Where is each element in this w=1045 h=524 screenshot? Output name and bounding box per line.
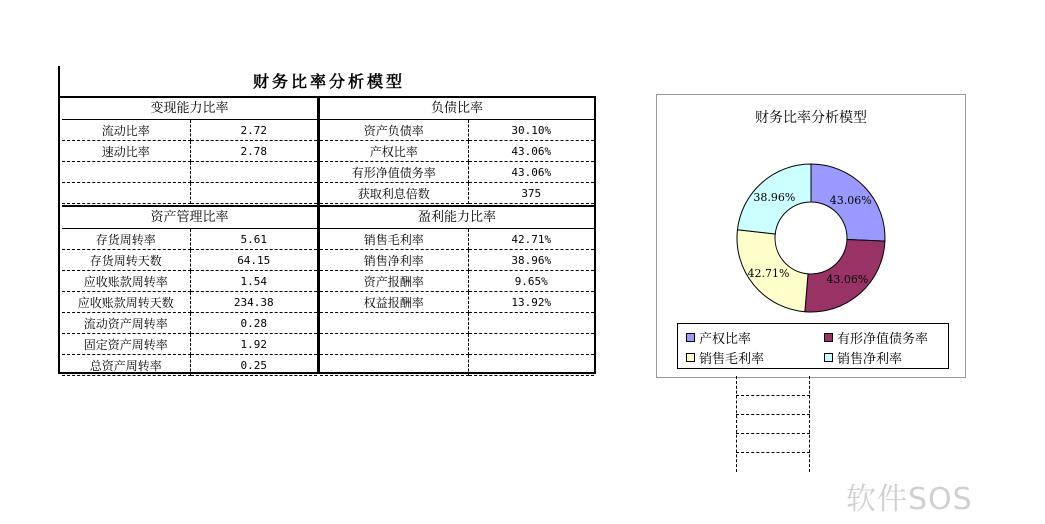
ratio-label[interactable]: 产权比率 xyxy=(320,141,468,162)
doughnut-chart-svg xyxy=(657,125,965,325)
ratio-value[interactable]: 2.78 xyxy=(190,141,317,162)
ratio-label[interactable]: 有形净值债务率 xyxy=(320,162,468,183)
ratio-value[interactable]: 0.28 xyxy=(190,313,317,334)
liquidity-table xyxy=(62,120,317,204)
table-row xyxy=(320,229,594,250)
ratio-label[interactable]: 总资产周转率 xyxy=(62,355,190,376)
table-row xyxy=(62,334,317,355)
table-left-border xyxy=(58,66,60,374)
legend-label: 销售净利率 xyxy=(837,352,903,367)
table-row xyxy=(320,250,594,271)
table-row xyxy=(62,292,317,313)
watermark-logo: 软件SOS xyxy=(846,482,973,517)
ratio-value[interactable] xyxy=(190,162,317,183)
chart-legend xyxy=(677,323,949,369)
table-row xyxy=(62,229,317,250)
ratio-value[interactable]: 5.61 xyxy=(190,229,317,250)
ratio-value[interactable]: 30.10% xyxy=(468,120,594,141)
table-row xyxy=(62,120,317,141)
slice-data-label: 38.96% xyxy=(753,190,796,204)
ratio-value[interactable]: 43.06% xyxy=(468,141,594,162)
table-row xyxy=(320,334,594,355)
ratio-value[interactable]: 9.65% xyxy=(468,271,594,292)
table-row xyxy=(320,271,594,292)
legend-swatch xyxy=(686,353,695,362)
cell-grid-fragment xyxy=(736,376,810,472)
table-row xyxy=(62,183,317,204)
ratio-label[interactable]: 固定资产周转率 xyxy=(62,334,190,355)
slice-data-label: 42.71% xyxy=(747,266,790,280)
table-row xyxy=(62,355,317,376)
ratio-chart[interactable] xyxy=(656,94,966,378)
ratio-label[interactable] xyxy=(320,334,468,355)
liquidity-block xyxy=(62,98,317,204)
legend-item xyxy=(686,328,751,347)
ratio-label[interactable] xyxy=(62,162,190,183)
table-row xyxy=(320,162,594,183)
table-row xyxy=(320,141,594,162)
debt-table xyxy=(320,120,594,204)
legend-item xyxy=(824,328,928,347)
legend-swatch xyxy=(824,353,833,362)
asset-mgmt-table xyxy=(62,229,317,376)
ratio-label[interactable]: 流动资产周转率 xyxy=(62,313,190,334)
table-row xyxy=(320,120,594,141)
ratio-label[interactable]: 应收账款周转率 xyxy=(62,271,190,292)
debt-block xyxy=(320,98,594,204)
table-row xyxy=(62,250,317,271)
legend-label: 产权比率 xyxy=(699,332,752,347)
table-right-border xyxy=(594,96,596,374)
ratio-value[interactable]: 64.15 xyxy=(190,250,317,271)
table-row xyxy=(320,313,594,334)
profit-header: 盈利能力比率 xyxy=(320,205,594,229)
ratio-label[interactable]: 存货周转率 xyxy=(62,229,190,250)
legend-swatch xyxy=(824,333,833,342)
ratio-label[interactable]: 资产负债率 xyxy=(320,120,468,141)
ratio-value[interactable] xyxy=(468,334,594,355)
ratio-label[interactable]: 获取利息倍数 xyxy=(320,183,468,204)
sheet-title: 财务比率分析模型 xyxy=(252,72,405,91)
slice-data-label: 43.06% xyxy=(829,193,872,207)
ratio-label[interactable]: 流动比率 xyxy=(62,120,190,141)
ratio-label[interactable] xyxy=(320,355,468,376)
table-row xyxy=(320,355,594,376)
ratio-label[interactable]: 销售净利率 xyxy=(320,250,468,271)
profit-table xyxy=(320,229,594,376)
ratio-value[interactable]: 1.54 xyxy=(190,271,317,292)
table-row xyxy=(320,183,594,204)
profit-block xyxy=(320,205,594,376)
ratio-value[interactable] xyxy=(190,183,317,204)
ratio-value[interactable]: 42.71% xyxy=(468,229,594,250)
ratio-value[interactable]: 43.06% xyxy=(468,162,594,183)
ratio-value[interactable]: 2.72 xyxy=(190,120,317,141)
liquidity-header: 变现能力比率 xyxy=(62,98,317,120)
ratio-label[interactable]: 资产报酬率 xyxy=(320,271,468,292)
ratio-value[interactable]: 0.25 xyxy=(190,355,317,376)
table-row xyxy=(320,292,594,313)
table-row xyxy=(62,141,317,162)
legend-item xyxy=(686,348,764,367)
ratio-label[interactable]: 速动比率 xyxy=(62,141,190,162)
debt-header: 负债比率 xyxy=(320,98,594,120)
chart-title: 财务比率分析模型 xyxy=(755,110,867,126)
ratio-label[interactable]: 存货周转天数 xyxy=(62,250,190,271)
ratio-value[interactable]: 375 xyxy=(468,183,594,204)
ratio-value[interactable]: 13.92% xyxy=(468,292,594,313)
table-row xyxy=(62,162,317,183)
ratio-value[interactable] xyxy=(468,355,594,376)
legend-label: 有形净值债务率 xyxy=(837,332,929,347)
legend-label: 销售毛利率 xyxy=(699,352,765,367)
ratio-value[interactable] xyxy=(468,313,594,334)
ratio-value[interactable]: 234.38 xyxy=(190,292,317,313)
table-row xyxy=(62,313,317,334)
ratio-label[interactable] xyxy=(320,313,468,334)
asset-mgmt-block xyxy=(62,205,317,376)
ratio-label[interactable]: 权益报酬率 xyxy=(320,292,468,313)
legend-swatch xyxy=(686,333,695,342)
ratio-label[interactable]: 应收账款周转天数 xyxy=(62,292,190,313)
slice-data-label: 43.06% xyxy=(826,273,869,287)
asset-mgmt-header: 资产管理比率 xyxy=(62,205,317,229)
table-row xyxy=(62,271,317,292)
ratio-label[interactable]: 销售毛利率 xyxy=(320,229,468,250)
ratio-label[interactable] xyxy=(62,183,190,204)
legend-item xyxy=(824,348,902,367)
ratio-value[interactable]: 38.96% xyxy=(468,250,594,271)
ratio-value[interactable]: 1.92 xyxy=(190,334,317,355)
